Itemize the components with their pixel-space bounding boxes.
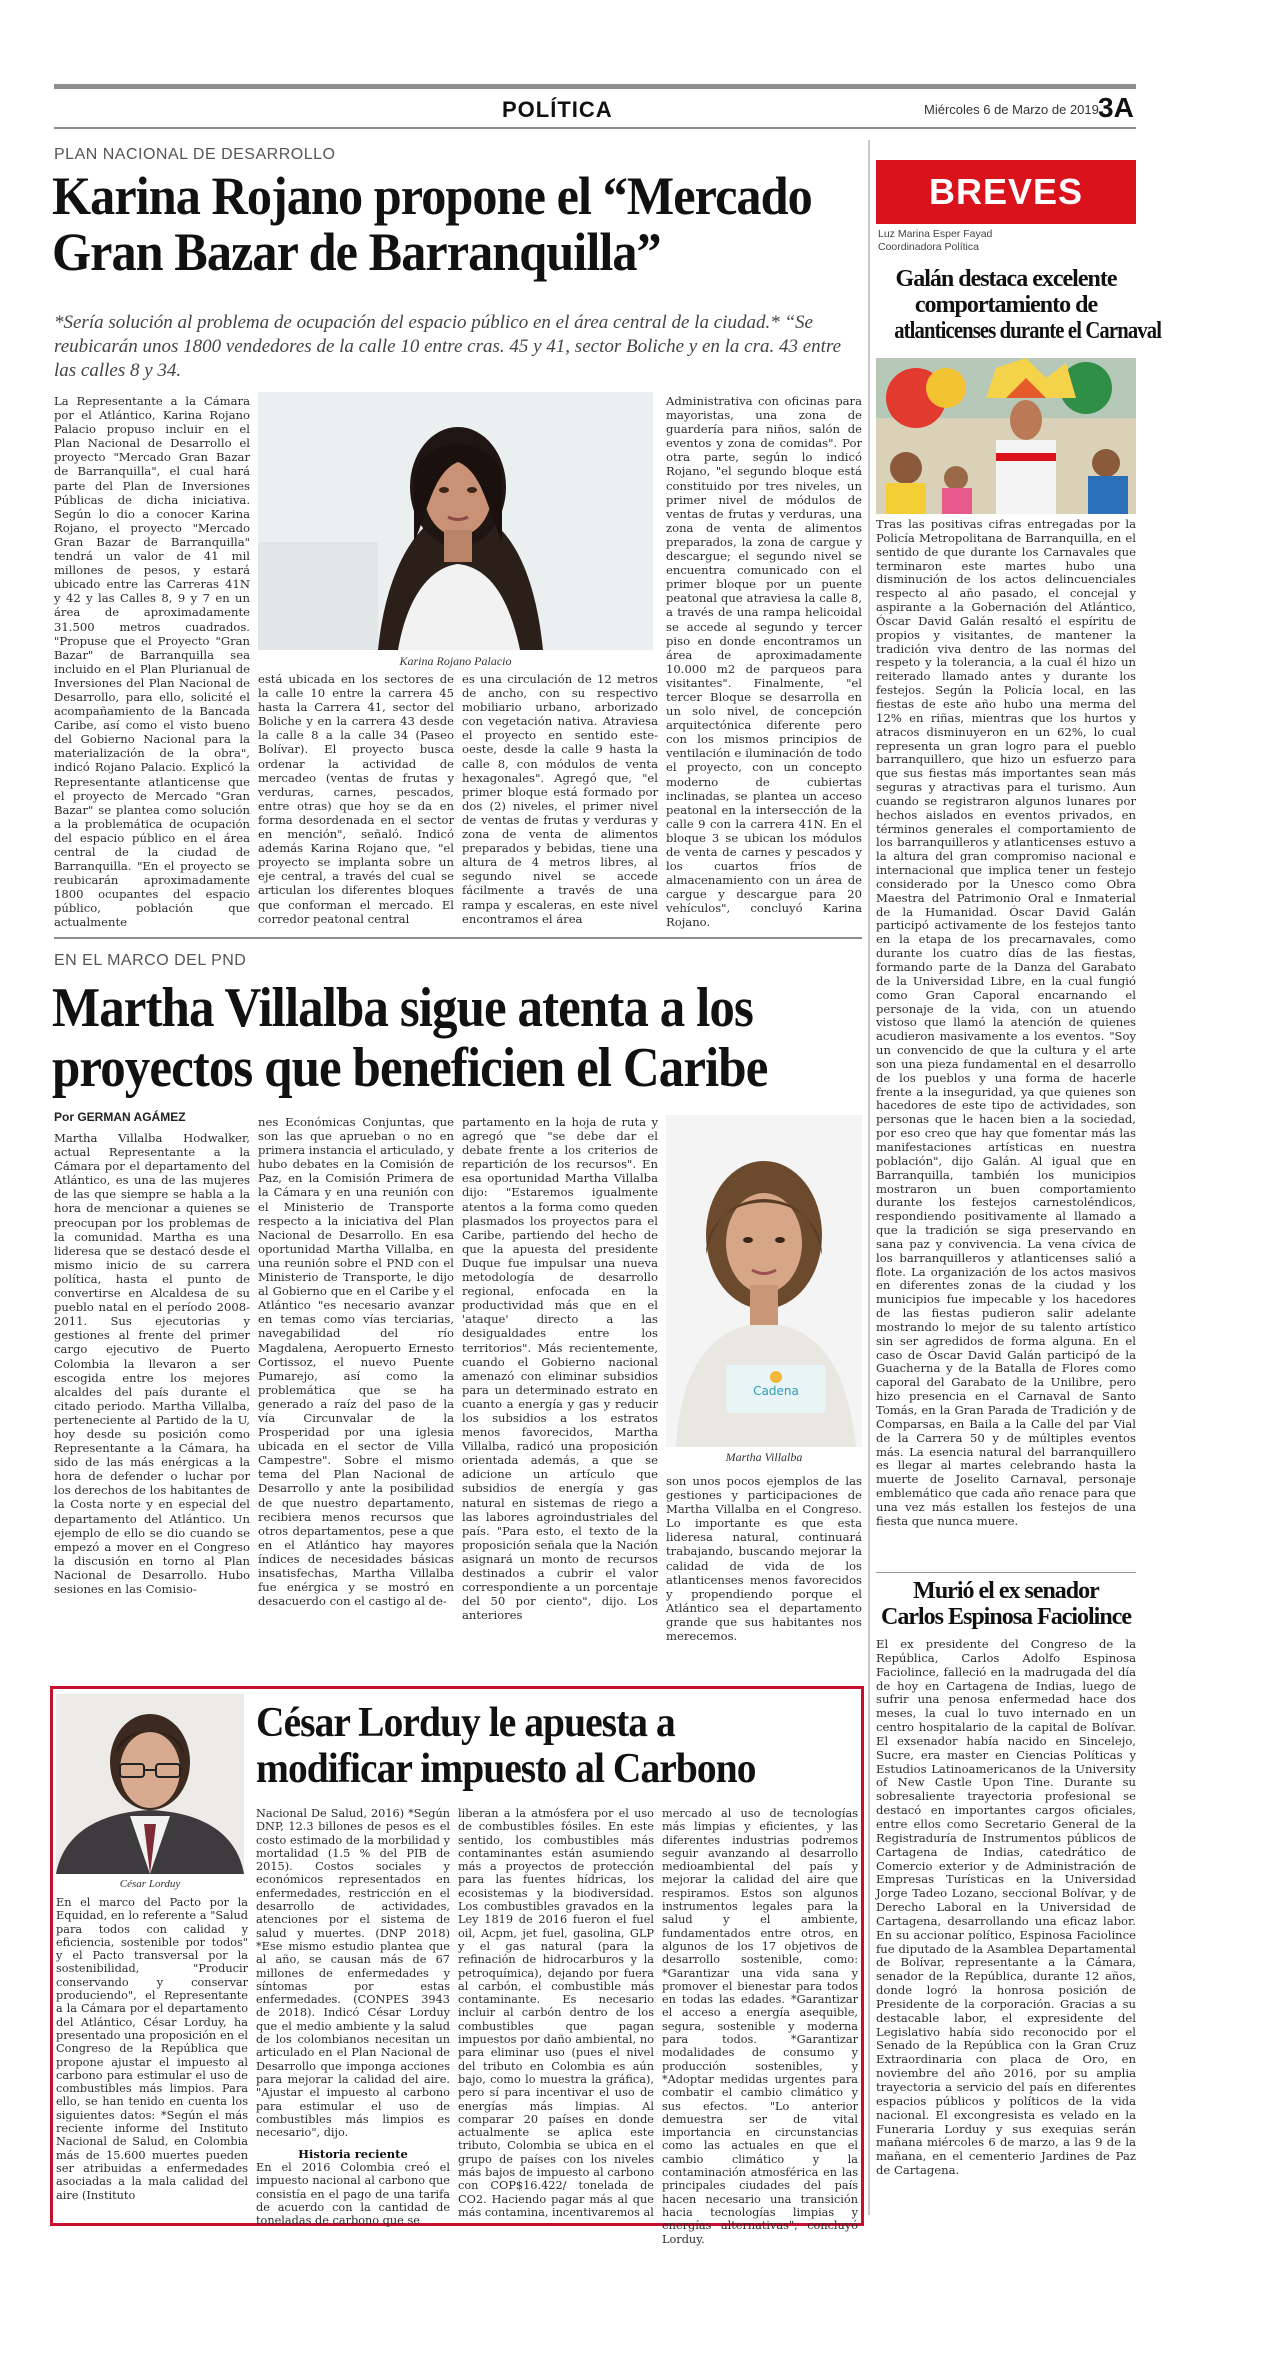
- story3-headline: [256, 1700, 756, 1792]
- svg-text:Cadena: Cadena: [753, 1384, 799, 1398]
- story2-column-3: partamento en la hoja de ruta y agregó que "se debe dar el debate frente a los criterios de repartición de los recursos". En esa oportunidad Martha Villalba dijo: "Estaremos igualmente atentos a la forma como queden plasmados los proyectos para el Caribe, partiendo del hecho de que la apuesta del presidente Duque fue impulsar una nueva metodología de desarrollo regional, enfocada en la productividad más que en el 'ataque' directo a las desigualdades entre los territorios". Más recientemente, cuando el Gobierno nacional amenazó con eliminar subsidios para un determinado estrato en cuanto a energía y gas y reducir los subsidios a los estratos menos favorecidos, Martha Villalba, radicó una proposición orientada además, a que se adicione un artículo que subsidios de energía y gas natural en sistemas de riego a las labores agroindustriales del país. "Para esto, el texto de la proposición señala que la Nación asignará un monto de recursos destinados a cubrir el valor correspondiente a un porcentaje del 50 por ciento", dijo. Los anteriores: [462, 1115, 658, 1623]
- story3-column-2: [256, 1807, 450, 2228]
- brief-separator: [876, 1572, 1136, 1573]
- editor-role: Coordinadora Política: [878, 241, 979, 253]
- breves-banner: [876, 160, 1136, 224]
- story2-headline-line1: Martha Villalba sigue atenta a los: [52, 977, 753, 1039]
- story3-column-3: liberan a la atmósfera por el uso de combustibles fósiles. En este sentido, los combustibles más contaminantes están asumiendo más a proyectos de protección para las fuentes hídricas, los ecosistemas y la biodiversidad. Los combustibles gravados en la Ley 1819 de 2016 fueron el fuel oil, Acpm, jet fuel, gasolina, GLP y el gas natural (para la refinación de hidrocarburos y la petroquímica), dejando por fuera al carbón, el combustible más contaminante. Es necesario incluir al carbón dentro de los combustibles que pagan impuestos por daño ambiental, no para eliminar uso (pues el nivel del tributo en Colombia es aún bajo, como lo muestra la gráfica), pero sí para incentivar el uso de energías más limpias. Al comparar 20 países en donde actualmente se aplica este tributo, Colombia se ubica en el grupo de países con los niveles más bajos de impuesto al carbono con COP$16.422/ tonelada de CO2. Haciendo pagar más al que más contamina, incentivaremos al: [458, 1807, 654, 2219]
- portrait-illustration: [56, 1694, 244, 1874]
- top-rule: [54, 84, 1136, 89]
- carnival-photo: [876, 358, 1136, 514]
- story3-column-2-text-b: En el 2016 Colombia creó el impuesto nacional al carbono que consistía en el pago de una tarifa de acuerdo con la cantidad de toneladas de carbono que se: [256, 2161, 450, 2228]
- story1-column-1: La Representante a la Cámara por el Atlántico, Karina Rojano Palacio propuso incluir en el Plan Nacional de Desarrollo el proyecto "Mercado Gran Bazar de Barranquilla", el cual hará parte del Plan de Inversiones Públicas de dicha iniciativa. Según lo dio a conocer Karina Rojano, el proyecto "Mercado Gran Bazar de Barranquilla" tendrá un valor de 41 mil millones de pesos, y estará ubicado entre las Carreras 41N y 42 y las Calles 8, 9 y 7 en un área de aproximadamente 31.500 metros cuadrados. "Propuse que el Proyecto "Gran Bazar" de Barranquilla sea incluido en el Plan Plurianual de Inversiones del Plan Nacional de Desarrollo, para ello, solicité el acompañamiento de la Bancada Caribe, así como el visto bueno del Gobierno Nacional para la materialización de la obra", indicó Rojano Palacio. Explicó la Representante atlanticense que el proyecto de Mercado "Gran Bazar" se plantea como solución a la problemática de ocupación del espacio público en el área central de la ciudad de Barranquilla. "En el proyecto se reubicarán aproximadamente 1800 ocupantes del espacio público, población que actualmente: [54, 394, 250, 930]
- story1-bottom-rule: [54, 937, 862, 939]
- section-name: POLÍTICA: [502, 97, 613, 122]
- page-number: 3A: [1098, 92, 1134, 123]
- brief2-headline: [876, 1578, 1136, 1630]
- brief1-headline: [876, 266, 1162, 344]
- story1-headline: [52, 168, 812, 280]
- story1-photo-caption: Karina Rojano Palacio: [399, 654, 512, 668]
- story3-column-1: En el marco del Pacto por la Equidad, en lo referente a "Salud para todos con calidad y eficiencia, sostenible por todos" y el Pacto transversal por la sostenibilidad, "Producir conservando y conservar produciendo", el Representante a la Cámara por el departamento del Atlántico, César Lorduy, ha presentado una proposición en el Congreso de la República que propone ajustar el impuesto al carbono para estimular el uso de combustibles más limpios. Para ello, se han tenido en cuenta los siguientes datos: *Según el más reciente informe del Instituto Nacional de Salud, en Colombia más de 15.600 muertes pueden ser atribuidas a enfermedades asociadas a la mala calidad del aire (Instituto: [56, 1896, 248, 2202]
- breves-label: BREVES: [928, 171, 1084, 212]
- story1-column-3: es una circulación de 12 metros de ancho, con su respectivo mobiliario urbano, arborizado con vegetación nativa. Atraviesa el proyecto en sentido este-oeste, desde la calle 9 hasta la calle 8, con módulos de venta hexagonales". Agregó que, "el primer bloque está formado por dos (2) niveles, el primer nivel de ventas de frutas y verduras y zona de venta de alimentos preparados y bebidas, tiene una altura de 4 metros libres, al segundo nivel se accede fácilmente a través de una rampa y escaleras, en este nivel encontramos el área: [462, 672, 658, 926]
- story3-column-4: mercado al uso de tecnologías más limpias y eficientes, y las diferentes industrias podremos seguir avanzando al desarrollo medioambiental del país y mejorar la calidad del aire que respiramos. Estos son algunos instrumentos legales para la salud y el ambiente, fundamentados entre otros, en algunos de los 17 objetivos de desarrollo sostenible, como: *Garantizar una vida sana y promover el bienestar para todos en todas las edades. *Garantizar el acceso a energía asequible, segura, sostenible y moderna para todos. *Garantizar modalidades de consumo y producción sostenibles, y *Adoptar medidas urgentes para combatir el cambio climático y sus efectos. "Lo anterior demuestra ser de vital importancia en circunstancias como las actuales en que el cambio climático y la contaminación atmosférica en las principales ciudades del país hacen necesario una transición hacia tecnologías limpias y energías alternativas", concluyó Lorduy.: [662, 1807, 858, 2246]
- story1-headline-line1: Karina Rojano propone el “Mercado: [52, 166, 812, 226]
- brief1-headline-line1: Galán destaca excelente: [895, 266, 1117, 292]
- brief2-headline-line2: Carlos Espinosa Faciolince: [880, 1604, 1131, 1630]
- story2-photo-caption: Martha Villalba: [725, 1450, 803, 1464]
- brief2-headline-line1: Murió el ex senador: [913, 1578, 1099, 1604]
- story3-column-2-text: Nacional De Salud, 2016) *Según DNP, 12.3 billones de pesos es el costo estimado de la morbilidad y mortalidad (1.5 % del PIB de 2015). Costos sociales y económicos representados en enfermedades, restricción en el desarrollo de actividades, atenciones por el sistema de salud y muertes. (DNP 2018) *Ese mismo estudio plantea que al año, se causan más de 67 millones de enfermedades y síntomas por estas enfermedades. (CONPES 3943 de 2018). Indicó César Lorduy que el medio ambiente y la salud de los colombianos necesitan un articulado en el Plan Nacional de Desarrollo que imponga acciones para mejorar la calidad del aire. "Ajustar el impuesto al carbono para estimular el uso de combustibles más limpios es necesario", dijo.: [256, 1807, 450, 2140]
- brief1-headline-line3: atlanticenses durante el Carnaval: [894, 318, 1162, 344]
- story3-photo-caption: César Lorduy: [119, 1878, 181, 1890]
- story2-column-4: son unos pocos ejemplos de las gestiones y participaciones de Martha Villalba en el Congreso. Lo importante es que esta lideresa natural, continuará trabajando, buscando mejorar la calidad de vida de los atlanticenses menos favorecidos y propendiendo porque el Atlántico sea el departamento grande que sus habitantes nos merecemos.: [666, 1474, 862, 1644]
- martha-villalba-photo: [666, 1115, 862, 1447]
- story2-headline: [52, 978, 767, 1098]
- editor-name: Luz Marina Esper Fayad: [878, 228, 993, 240]
- story3-subhead: Historia reciente: [298, 2147, 408, 2161]
- carnival-illustration: [876, 358, 1136, 514]
- story1-headline-line2: Gran Bazar de Barranquilla”: [52, 222, 661, 282]
- issue-date: Miércoles 6 de Marzo de 2019: [924, 102, 1099, 117]
- portrait-illustration: [666, 1115, 862, 1447]
- story2-headline-line2: proyectos que beneficien el Caribe: [52, 1037, 768, 1099]
- sidebar-divider: [868, 140, 870, 2215]
- story2-column-1: Martha Villalba Hodwalker, actual Representante a la Cámara por el departamento del Atlántico, es una de las mujeres de las que siempre se habla a la hora de mencionar a quienes se preocupan por los problemas de la comunidad. Martha es una lideresa que se destacó desde el mismo inicio de su carrera política, hasta el punto de convertirse en Alcaldesa de su pueblo natal en el período 2008- 2011. Sus ejecutorias y gestiones al frente del primer cargo ejecutivo de Puerto Colombia la llevaron a ser escogida entre los mejores alcaldes del país durante el citado periodo. Martha Villalba, perteneciente al Partido de la U, hoy desde su posición como Representante a la Cámara, ha sido de las más enérgicas a la hora de defender o luchar por los derechos de los habitantes de la Costa norte y en especial del departamento del Atlántico. Un ejemplo de ello se dio cuando se empezó a mover en el Congreso la discusión en torno al Plan Nacional de Desarrollo. Hubo sesiones en las Comisio-: [54, 1131, 250, 1596]
- story1-column-2: está ubicada en los sectores de la calle 10 entre la carrera 45 hasta la Carrera 41, sector del Boliche y en la carrera 43 desde la calle 8 a la calle 34 (Paseo Bolívar). El proyecto busca ordenar la actividad de mercadeo (ventas de frutas y verduras, carnes, pescados, entre otras) que hoy se da en forma desordenada en el sector en mención", señaló. Indicó además Karina Rojano que, "el proyecto se implanta sobre un eje central, a través del cual se articulan los diferentes bloques que conforman el mercado. El corredor peatonal central: [258, 672, 454, 926]
- brief1-headline-line2: comportamiento de: [914, 292, 1098, 318]
- brief2-body: El ex presidente del Congreso de la República, Carlos Adolfo Espinosa Faciolince, falleció en la madrugada del día de hoy en Cartagena de Indias, luego de sufrir una penosa enfermedad hace dos meses, la cual lo tuvo internado en un centro hospitalario de la capital de Bolívar. El exsenador había nacido en Sincelejo, Sucre, era master en Ciencias Políticas y Estudios Latinoamericanos de la University of New Castle Upon Tine. Durante su sobresaliente trayectoria profesional se destacó en importantes cargos oficiales, entre ellos como Secretario General de la Registraduría de Instrumentos públicos de Cartagena de Indias, catedrático de Comercio exterior y de Administración de Empresas Turísticas en la Universidad Jorge Tadeo Lozano, seccional Bolívar, y de Derecho Laboral en la Universidad de Cartagena, desarrollando una eficaz labor. En su accionar político, Espinosa Faciolince fue diputado de la Asamblea Departamental de Bolívar, representante a la Cámara, senador de la República, durante 12 años, donde logró la honrosa posición de Presidente de la corporación. Gracias a su destacable labor, el expresidente del Legislativo había sido reconocido por el Senado de la República con la Gran Cruz Extraordinaria con placa de Oro, en noviembre del año 2016, por su amplia trayectoria a servicio del país en diferentes espacios públicos y políticos de la vida nacional. El excongresista es velado en la Funeraria Lorduy y sus exequias serán mañana miércoles 6 de marzo, a las 9 de la mañana, en el cementerio Jardines de Paz de Cartagena.: [876, 1637, 1136, 2178]
- karina-rojano-photo: [258, 392, 653, 650]
- portrait-illustration: [258, 392, 653, 650]
- story1-kicker: PLAN NACIONAL DE DESARROLLO: [54, 146, 336, 163]
- story2-byline: Por GERMAN AGÁMEZ: [54, 1110, 186, 1124]
- story1-deck: *Sería solución al problema de ocupación del espacio público en el área central de la ciudad.* “Se reubicarán unos 1800 vendedores de la calle 10 entre cras. 45 y 41, sector Boliche y en la cra. 43 entre las calles 8 y 34.: [54, 312, 842, 381]
- brief1-body: Tras las positivas cifras entregadas por la Policía Metropolitana de Barranquilla, en el sentido de que durante los Carnavales que terminaron este martes hubo una disminución de los actos delincuenciales respecto al año pasado, el concejal y aspirante a la Gobernación del Atlántico, Óscar David Galán resaltó el espíritu de propios y visitantes, de mantener la tradición viva dentro de las normas del respeto y la tolerancia, a la cual él hizo un reiterado llamado antes y durante los festejos. Según la Policía local, en las fiestas de este año hubo una merma del 12% en riñas, mientras que los hurtos y atracos disminuyeron en un 62%, lo cual representa un gran logro para el pueblo barranquillero, que hizo un esfuerzo para que sus fiestas más importantes sean más seguras y atractivas para el turismo. Aun cuando se registraron algunos lunares por hechos aislados en eventos privados, en términos generales el comportamiento de los barranquilleros y atlanticenses estuvo a la altura del gran compromiso nacional e internacional que implica tener un festejo considerado por la Unesco como Obra Maestra del Patrimonio Oral e Inmaterial de la Humanidad. Óscar David Galán participó activamente de los festejos tanto en la etapa de los precarnavales, como durante los cuatro días de las fiestas, formando parte de la Danza del Garabato de la Universidad Libre, en la cual fungió como Gran Caporal encarnando el personaje de la vida, con un atuendo vistoso que llamó la atención de quienes acudieron masivamente a los eventos. "Soy un convencido de que la cultura y el arte son una pieza fundamental en el desarrollo de los pueblos y una forma de hacerle frente a la inseguridad, ya que quienes son hacedores de este tipo de actividades, son personas que le hacen bien a la sociedad, por eso creo que hay que fomentar más las manifestaciones artísticas en nuestra población", dijo Galán. Al igual que en Barranquilla, también los municipios mostraron un buen comportamiento durante los festejos carnestoléndicos, respondiendo positivamente al llamado a que la tradición se siga preservando en sana paz y convivencia. La vena cívica de los barranquilleros y atlanticenses salió a flote. La organización de los actos masivos en diferentes zonas de la ciudad y los municipios fue impecable y los hacedores de las fiestas pudieron salir adelante mostrando lo mejor de su talento artístico sin ser agredidos de forma alguna. En el caso de Óscar David Galán participó de la Guacherna y de la Batalla de Flores como caporal del Garabato de la Unilibre, pero hizo presencia en el Carnaval de Santo Tomás, en la Gran Parada de Tradición y de Comparsas, en Baila a la Calle del par Vial de la Carrera 50 y de múltiples eventos más. La esencia natural del barranquillero es llegar al martes celebrando hasta la muerte de Joselito Carnaval, personaje emblemático que cada año renace para que una vez más estallen los festejos de una fiesta que nunca muere.: [876, 517, 1136, 1528]
- story3-headline-line2: modificar impuesto al Carbono: [256, 1746, 756, 1792]
- cesar-lorduy-photo: [56, 1694, 244, 1874]
- story3-headline-line1: César Lorduy le apuesta a: [256, 1700, 675, 1746]
- story2-column-2: nes Económicas Conjuntas, que son las que aprueban o no en primera instancia el articulado, y hubo debates en la Comisión de Paz, en la Comisión Primera de la Cámara y en una reunión con el Ministerio de Transporte respecto a la iniciativa del Plan Nacional de Desarrollo. En esa oportunidad Martha Villalba, en una reunión sobre el PND con el Ministerio de Transporte, le dijo al Gobierno que en el Caribe y el Atlántico "es necesario avanzar en temas como vías terciarias, navegabilidad del río Magdalena, Aeropuerto Ernesto Cortissoz, el nuevo Puente Pumarejo, así como la problemática que se ha generado a raíz del paso de la vía Circunvalar de la Prosperidad por una iglesia ubicada en el sector de Villa Campestre". Sobre el mismo tema del Plan Nacional de Desarrollo y ante la posibilidad de que nuestro departamento, recibiera menos recursos que otros departamentos, pese a que en el Atlántico hay mayores índices de necesidades básicas insatisfechas, Martha Villalba fue enérgica y se mostró en desacuerdo con el castigo al de-: [258, 1115, 454, 1609]
- story2-kicker: EN EL MARCO DEL PND: [54, 952, 247, 969]
- header-rule: [54, 127, 1136, 129]
- story1-column-4: Administrativa con oficinas para mayoristas, una zona de guardería para niños, salón de eventos y zona de comidas". Por otra parte, según lo indicó Rojano, "el segundo bloque está constituido por tres niveles, un primer nivel de módulos de ventas de frutas y verduras, una zona de venta de alimentos preparados, la zona de cargue y descargue; el segundo nivel se encuentra comunicado con el primer bloque por un puente peatonal que atraviesa la calle 8, a través de una rampa helicoidal se accede al segundo y tercer piso en donde encontramos un área de aproximadamente 10.000 m2 de parqueos para visitantes". Finalmente, "el tercer Bloque se desarrolla en un solo nivel, de concepción arquitectónica diferente pero con los mismos principios de ventilación e iluminación de todo el proyecto, con un concepto moderno de cubiertas inclinadas, se plantea un acceso peatonal en la intersección de la calle 9 con la carrera 41N. En el bloque 3 se ubican los módulos de venta de carnes y pescados y los cuartos fríos de almacenamiento con un área de cargue y descargue para 20 vehículos", concluyó Karina Rojano.: [666, 394, 862, 930]
